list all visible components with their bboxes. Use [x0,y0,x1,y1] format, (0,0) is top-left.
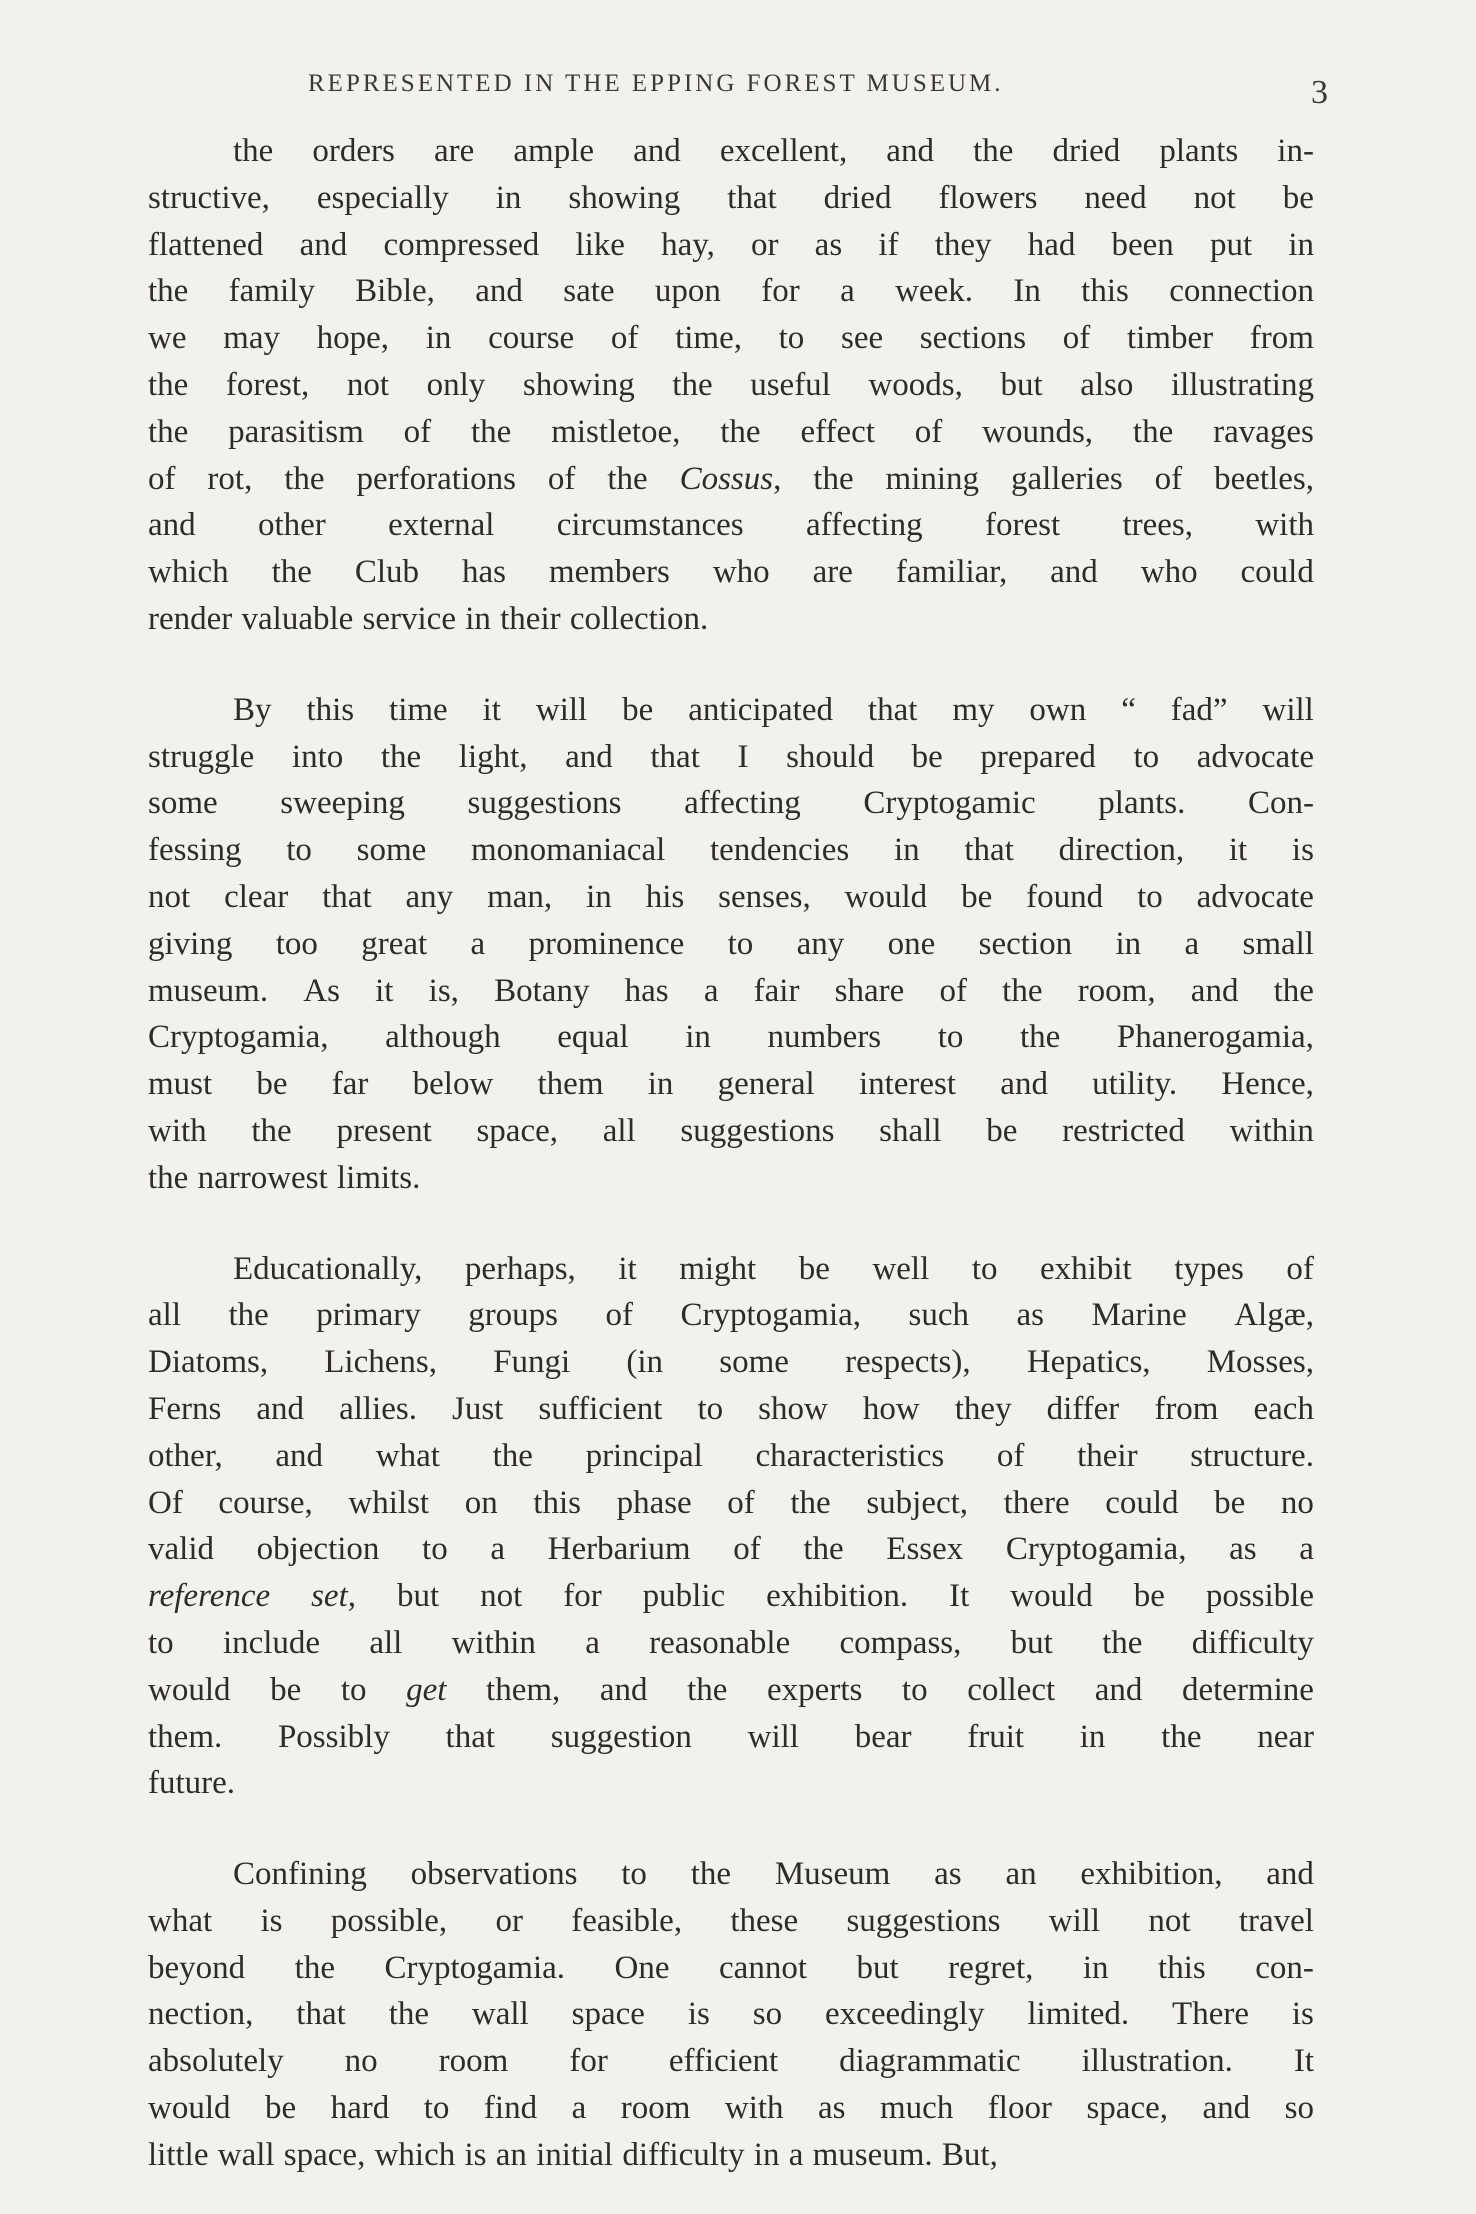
text-line: what is possible, or feasible, these suggestions will not travel [148,1902,1314,1939]
text-line: the parasitism of the mistletoe, the effect of wounds, the ravages [148,413,1314,450]
paragraph [148,1246,1314,1808]
text-line: Educationally, perhaps, it might be well to exhibit types of [233,1250,1314,1287]
text-line: with the present space, all suggestions shall be restricted within [148,1112,1314,1149]
text-line: other, and what the principal characteristics of their structure. [148,1437,1314,1474]
text-line: the forest, not only showing the useful woods, but also illustrating [148,366,1314,403]
text-line: fessing to some monomaniacal tendencies in that direction, it is [148,832,1314,869]
text-line: By this time it will be anticipated that my own “ fad” will [233,691,1314,728]
text-line: them. Possibly that suggestion will bear fruit in the near [148,1718,1314,1755]
text-line: Diatoms, Lichens, Fungi (in some respects), Hepatics, Mosses, [148,1344,1314,1381]
text-line: the narrowest limits. [148,1159,421,1196]
page-header [148,70,1328,120]
text-line: future. [148,1765,236,1802]
text-line: Ferns and allies. Just sufficient to show how they differ from each [148,1390,1314,1427]
text-line: which the Club has members who are familiar, and who could [148,554,1314,591]
paragraph [148,687,1314,1202]
text-line: nection, that the wall space is so exceedingly limited. There is [148,1996,1314,2033]
text-line: absolutely no room for efficient diagrammatic illustration. It [148,2043,1314,2080]
text-line: Of course, whilst on this phase of the subject, there could be no [148,1484,1314,1521]
text-line: structive, especially in showing that dried flowers need not be [148,179,1314,216]
text-line: little wall space, which is an initial difficulty in a museum. But, [148,2136,998,2173]
body-text [148,128,1314,2179]
text-line: would be hard to find a room with as much floor space, and so [148,2090,1314,2127]
page-number: 3 [1311,74,1328,111]
text-line: the orders are ample and excellent, and the dried plants in- [233,133,1314,169]
text-line: valid objection to a Herbarium of the Essex Cryptogamia, as a [148,1531,1314,1568]
text-line: Confining observations to the Museum as an exhibition, and [233,1856,1314,1893]
paragraph [148,1851,1314,2179]
running-head: REPRESENTED IN THE EPPING FOREST MUSEUM. [308,70,1004,97]
text-line: Cryptogamia, although equal in numbers to the Phanerogamia, [148,1019,1314,1056]
text-line: some sweeping suggestions affecting Cryptogamic plants. Con- [148,785,1314,822]
text-line: reference set, but not for public exhibition. It would be possible [148,1578,1314,1615]
text-line: beyond the Cryptogamia. One cannot but regret, in this con- [148,1949,1314,1986]
text-line: of rot, the perforations of the Cossus, the mining galleries of beetles, [148,460,1314,497]
text-line: and other external circumstances affecting forest trees, with [148,507,1314,544]
text-line: we may hope, in course of time, to see sections of timber from [148,320,1314,357]
text-line: struggle into the light, and that I should be prepared to advocate [148,738,1314,775]
text-line: the family Bible, and sate upon for a week. In this connection [148,273,1314,310]
text-line: would be to get them, and the experts to collect and determine [148,1671,1314,1708]
text-line: flattened and compressed like hay, or as if they had been put in [148,226,1314,263]
text-line: must be far below them in general interest and utility. Hence, [148,1066,1314,1103]
text-line: render valuable service in their collection. [148,600,709,637]
text-line: museum. As it is, Botany has a fair share of the room, and the [148,972,1314,1009]
paragraph [148,128,1314,643]
text-line: to include all within a reasonable compass, but the difficulty [148,1624,1314,1661]
text-line: not clear that any man, in his senses, would be found to advocate [148,878,1314,915]
text-line: all the primary groups of Cryptogamia, such as Marine Algæ, [148,1297,1314,1334]
text-line: giving too great a prominence to any one section in a small [148,925,1314,962]
